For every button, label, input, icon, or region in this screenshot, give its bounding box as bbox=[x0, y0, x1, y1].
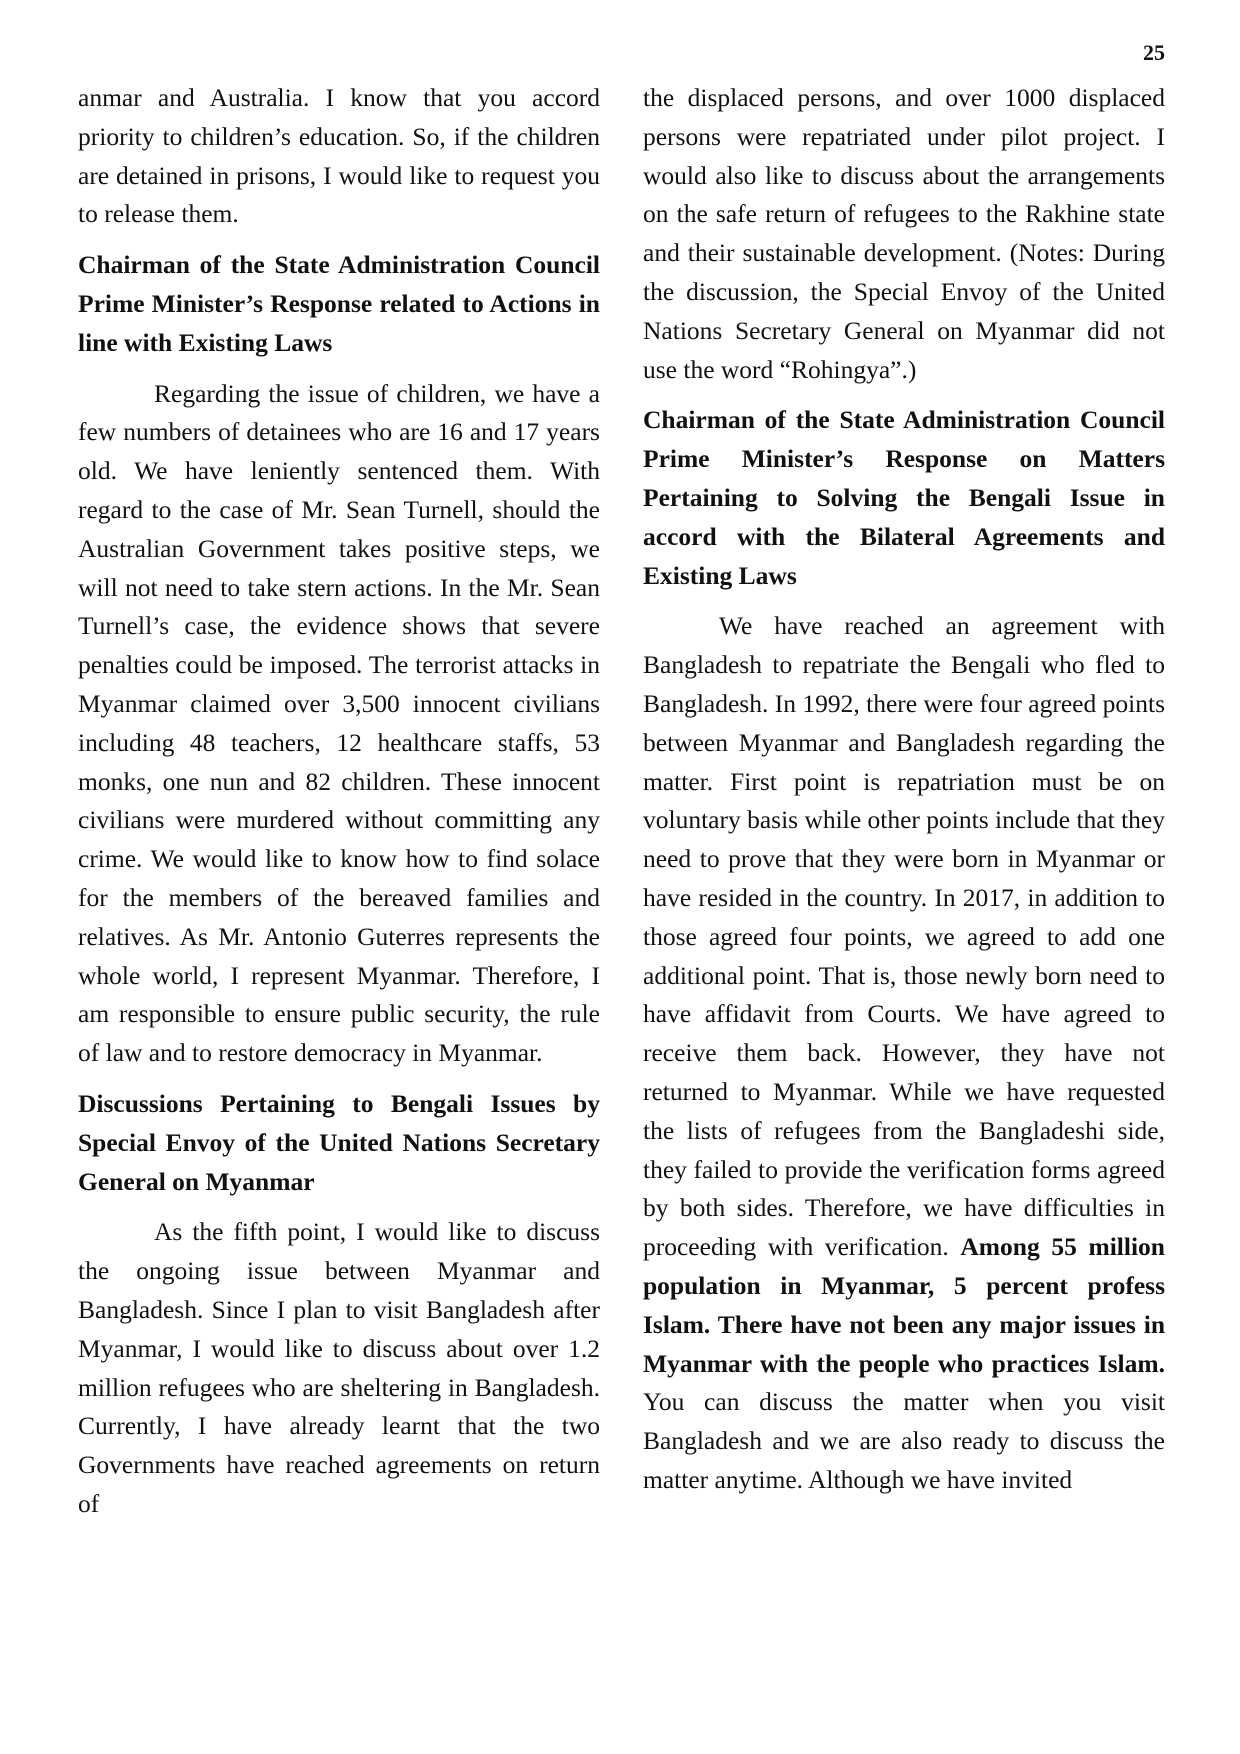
left-paragraph-3: As the fifth point, I would like to discuss the ongoing issue between Myanmar and Bangladesh. Since I plan to visit Bangladesh after Myanmar, I would like to discuss about over 1.2 million refugees who are sheltering in Bangladesh. Currently, I have already learnt that the two Governments have reached agreements on return of bbox=[78, 1217, 600, 1518]
left-paragraph-1: anmar and Australia. I know that you accord priority to children’s education. So, if the children are detained in prisons, I would like to request you to release them. bbox=[78, 83, 600, 229]
right-paragraph-1: the displaced persons, and over 1000 displaced persons were repatriated under pilot project. I would also like to discuss about the arrangements on the safe return of refugees to the Rakhine state and their sustainable development. (Notes: During the discussion, the Special Envoy of the United Nations Secretary General on Myanmar did not use the word “Rohingya”.) bbox=[643, 83, 1165, 384]
right-column bbox=[643, 79, 1165, 1512]
left-heading-1: Chairman of the State Administration Council Prime Minister’s Response related to Actions in line with Existing Laws bbox=[78, 250, 600, 357]
page-number: 25 bbox=[1143, 40, 1165, 65]
right-paragraph-2-text: We have reached an agreement with Bangladesh to repatriate the Bengali who fled to Bangladesh. In 1992, there were four agreed points between Myanmar and Bangladesh regarding the matter. First point is repatriation must be on voluntary basis while other points include that they need to prove that they were born in Myanmar or have resided in the country. In 2017, in addition to those agreed four points, we agreed to add one additional point. That is, those newly born need to have affidavit from Courts. We have agreed to receive them back. However, they have not returned to Myanmar. While we have requested the lists of refugees from the Bangladeshi side, they failed to provide the verification forms agreed by both sides. Therefore, we have difficulties in proceeding with verification. bbox=[643, 611, 1165, 1262]
left-column bbox=[78, 79, 600, 1536]
right-paragraph-2 bbox=[643, 607, 1165, 1499]
left-heading-2: Discussions Pertaining to Bengali Issues by Special Envoy of the United Nations Secretary General on Myanmar bbox=[78, 1088, 600, 1196]
right-paragraph-2-bold: Among 55 million population in Myanmar, 5 percent profess Islam. There have not been any major issues in Myanmar with the people who practices Islam. bbox=[643, 1232, 1165, 1378]
left-paragraph-2: Regarding the issue of children, we have a few numbers of detainees who are 16 and 17 years old. We have leniently sentenced them. With regard to the case of Mr. Sean Turnell, should the Australian Government takes positive steps, we will not need to take stern actions. In the Mr. Sean Turnell’s case, the evidence shows that severe penalties could be imposed. The terrorist attacks in Myanmar claimed over 3,500 innocent civilians including 48 teachers, 12 healthcare staffs, 53 monks, one nun and 82 children. These innocent civilians were murdered without committing any crime. We would like to know how to find solace for the members of the bereaved families and relatives. As Mr. Antonio Guterres represents the whole world, I represent Myanmar. Therefore, I am responsible to ensure public security, the rule of law and to restore democracy in Myanmar. bbox=[78, 378, 600, 1068]
right-heading-1: Chairman of the State Administration Council Prime Minister’s Response on Matters Pertaining to Solving the Bengali Issue in accord with the Bilateral Agreements and Existing Laws bbox=[643, 405, 1165, 590]
right-paragraph-2-end: You can discuss the matter when you visit Bangladesh and we are also ready to discuss the matter anytime. Although we have invited bbox=[643, 1387, 1165, 1494]
